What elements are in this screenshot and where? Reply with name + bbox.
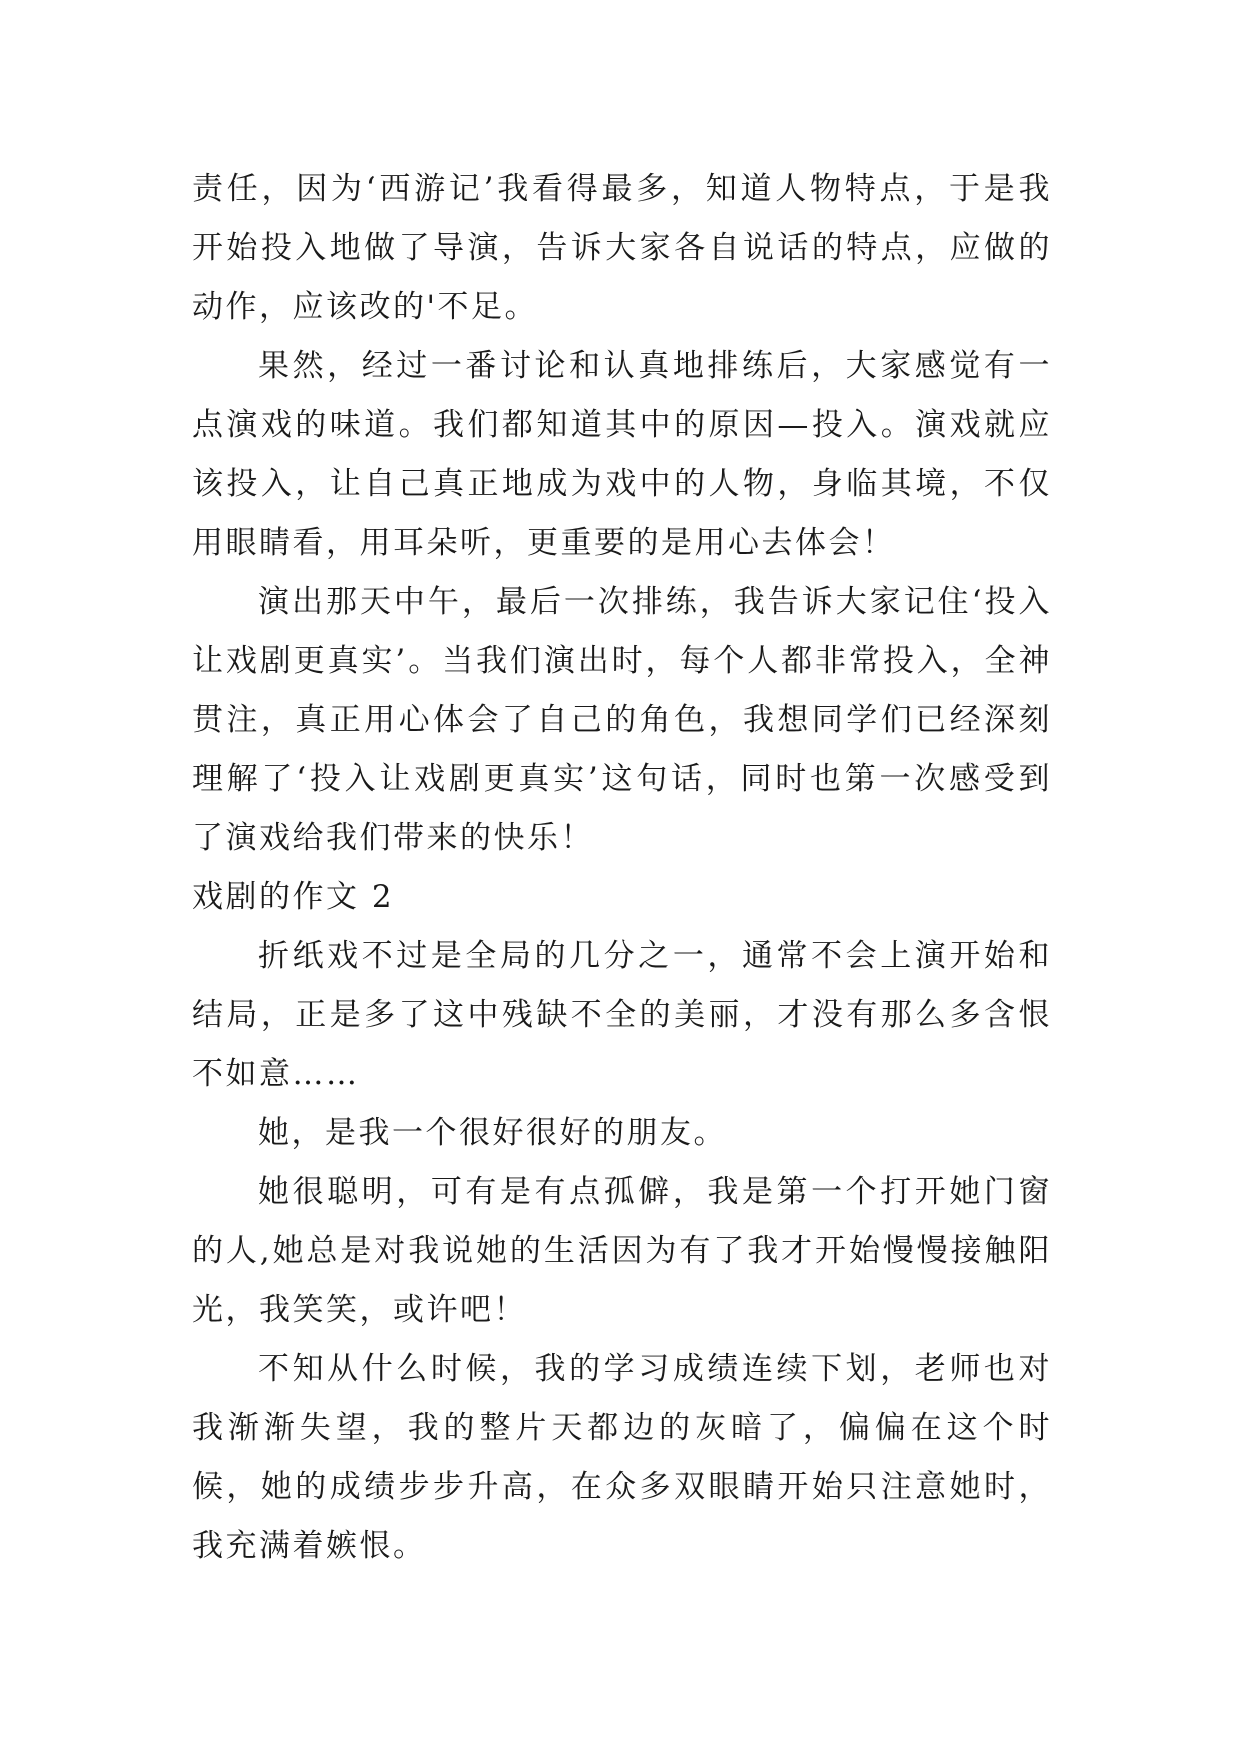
paragraph: 不知从什么时候，我的学习成绩连续下划，老师也对我渐渐失望，我的整片天都边的灰暗了，偏偏在这个时候，她的成绩步步升高，在众多双眼睛开始只注意她时，我充满着嫉恨。 <box>192 1351 1052 1564</box>
paragraph: 折纸戏不过是全局的几分之一，通常不会上演开始和结局，正是多了这中残缺不全的美丽，才没有那么多含恨不如意…… <box>192 938 1052 1092</box>
paragraph: 她很聪明，可有是有点孤僻，我是第一个打开她门窗的人,她总是对我说她的生活因为有了我才开始慢慢接触阳光，我笑笑，或许吧！ <box>192 1174 1052 1328</box>
paragraph: 责任，因为‘西游记’我看得最多，知道人物特点，于是我开始投入地做了导演，告诉大家各自说话的特点，应做的动作，应该改的'不足。 <box>192 171 1052 325</box>
paragraph: 果然，经过一番讨论和认真地排练后，大家感觉有一点演戏的味道。我们都知道其中的原因—投入。演戏就应该投入，让自己真正地成为戏中的人物，身临其境，不仅用眼睛看，用耳朵听，更重要的是用心去体会！ <box>192 348 1052 561</box>
document-body <box>192 160 1052 1576</box>
section-title: 戏剧的作文 2 <box>192 879 395 915</box>
paragraph: 演出那天中午，最后一次排练，我告诉大家记住‘投入让戏剧更真实’。当我们演出时，每个人都非常投入，全神贯注，真正用心体会了自己的角色，我想同学们已经深刻理解了‘投入让戏剧更真实’这句话，同时也第一次感受到了演戏给我们带来的快乐！ <box>192 584 1052 856</box>
paragraph: 她，是我一个很好很好的朋友。 <box>258 1115 727 1151</box>
